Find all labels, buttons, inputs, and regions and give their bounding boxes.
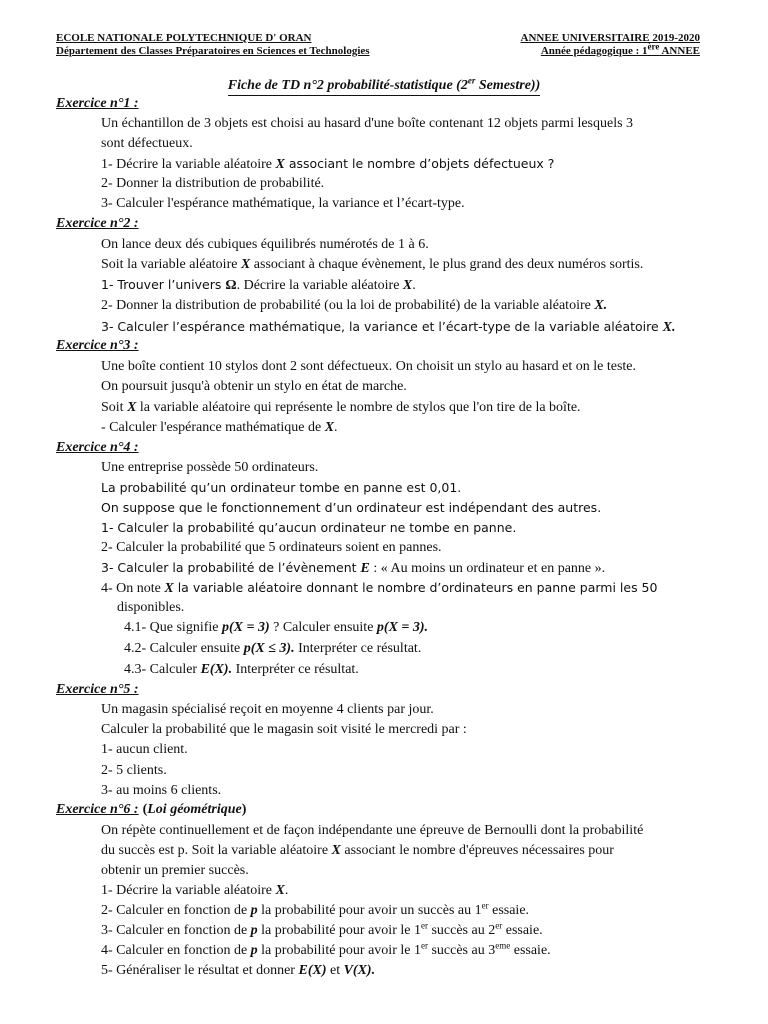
exercise-3-text: On poursuit jusqu'à obtenir un stylo en état de marche.: [101, 379, 407, 394]
document-header: [56, 32, 700, 58]
exercise-4-question-4-1: 4.1- Que signifie p(X = 3) ? Calculer ensuite p(X = 3).: [124, 620, 429, 635]
exercise-4-question-4-2: 4.2- Calculer ensuite p(X ≤ 3). Interpréter ce résultat.: [124, 641, 422, 656]
exercise-6-subtitle: (Loi géométrique): [142, 802, 247, 817]
exercise-4-heading: Exercice n°4 :: [56, 440, 139, 455]
exercise-2-text: Soit la variable aléatoire X associant à chaque évènement, le plus grand des deux numéros sortis.: [101, 257, 644, 272]
exercise-4-text: On suppose que le fonctionnement d’un ordinateur est indépendant des autres.: [101, 500, 602, 515]
exercise-4-text: Une entreprise possède 50 ordinateurs.: [101, 460, 319, 475]
exercise-6-question-5: 5- Généraliser le résultat et donner E(X) et V(X).: [101, 963, 376, 978]
exercise-6-question-2: 2- Calculer en fonction de p la probabilité pour avoir un succès au 1er essaie.: [101, 900, 530, 918]
exercise-5-text: Un magasin spécialisé reçoit en moyenne 4 clients par jour.: [101, 702, 434, 717]
exercise-3-question: - Calculer l'espérance mathématique de X.: [101, 420, 338, 435]
exercise-6-text: obtenir un premier succès.: [101, 863, 249, 878]
exercise-4-question-4-3: 4.3- Calculer E(X). Interpréter ce résultat.: [124, 662, 359, 677]
exercise-2-question-2: 2- Donner la distribution de probabilité (ou la loi de probabilité) de la variable aléatoire X.: [101, 298, 608, 313]
exercise-4-question-3: 3- Calculer la probabilité de l’évènement E : « Au moins un ordinateur et en panne ».: [101, 560, 606, 576]
exercise-2-heading: Exercice n°2 :: [56, 216, 139, 231]
exercise-4-text: La probabilité qu’un ordinateur tombe en panne est 0,01.: [101, 480, 462, 495]
school-name: ECOLE NATIONALE POLYTECHNIQUE D' ORAN: [56, 32, 312, 44]
exercise-1-text: Un échantillon de 3 objets est choisi au hasard d'une boîte contenant 12 objets parmi lesquels 3: [101, 116, 634, 131]
exercise-5-heading: Exercice n°5 :: [56, 682, 139, 697]
exercise-1-question-2: 2- Donner la distribution de probabilité.: [101, 176, 325, 191]
page-title: Fiche de TD n°2 probabilité-statistique (2er Semestre)): [0, 77, 768, 96]
exercise-4-question-4: disponibles.: [117, 600, 185, 615]
exercise-2-question-3: 3- Calculer l’espérance mathématique, la variance et l’écart-type de la variable aléatoire X.: [101, 319, 676, 335]
exercise-4-question-4: 4- On note X la variable aléatoire donnant le nombre d’ordinateurs en panne parmi les 50: [101, 580, 658, 596]
exercise-2-question-1: 1- Trouver l’univers Ω. Décrire la variable aléatoire X.: [101, 277, 416, 293]
exercise-1-question-3: 3- Calculer l'espérance mathématique, la variance et l’écart-type.: [101, 196, 465, 211]
department-name: Département des Classes Préparatoires en Sciences et Technologies: [56, 45, 370, 57]
exercise-3-heading: Exercice n°3 :: [56, 338, 139, 353]
exercise-1-heading: Exercice n°1 :: [56, 96, 139, 111]
exercise-5-question-1: 1- aucun client.: [101, 742, 188, 757]
exercise-5-question-3: 3- au moins 6 clients.: [101, 783, 222, 798]
exercise-4-question-1: 1- Calculer la probabilité qu’aucun ordinateur ne tombe en panne.: [101, 520, 517, 535]
exercise-6-heading: Exercice n°6 :(Loi géométrique): [56, 802, 247, 817]
exercise-5-question-2: 2- 5 clients.: [101, 763, 167, 778]
pedagogic-year: Année pédagogique : 1ère ANNEE: [540, 41, 700, 57]
exercise-1-question-1: 1- Décrire la variable aléatoire X associant le nombre d’objets défectueux ?: [101, 156, 555, 172]
exercise-6-question-1: 1- Décrire la variable aléatoire X.: [101, 883, 289, 898]
academic-year: ANNEE UNIVERSITAIRE 2019-2020: [520, 32, 700, 44]
exercise-3-text: Soit X la variable aléatoire qui représente le nombre de stylos que l'on tire de la boîte.: [101, 400, 581, 415]
exercise-1-text: sont défectueux.: [101, 136, 193, 151]
exercise-5-text: Calculer la probabilité que le magasin soit visité le mercredi par :: [101, 722, 467, 737]
exercise-3-text: Une boîte contient 10 stylos dont 2 sont défectueux. On choisit un stylo au hasard et on le teste.: [101, 359, 637, 374]
exercise-4-question-2: 2- Calculer la probabilité que 5 ordinateurs soient en pannes.: [101, 540, 442, 555]
exercise-6-text: du succès est p. Soit la variable aléatoire X associant le nombre d'épreuves nécessaires pour: [101, 843, 614, 858]
exercise-6-text: On répète continuellement et de façon indépendante une épreuve de Bernoulli dont la probabilité: [101, 823, 644, 838]
exercise-2-text: On lance deux dés cubiques équilibrés numérotés de 1 à 6.: [101, 237, 429, 252]
exercise-6-question-3: 3- Calculer en fonction de p la probabilité pour avoir le 1er succès au 2er essaie.: [101, 920, 543, 938]
exercise-6-question-4: 4- Calculer en fonction de p la probabilité pour avoir le 1er succès au 3eme essaie.: [101, 940, 551, 958]
